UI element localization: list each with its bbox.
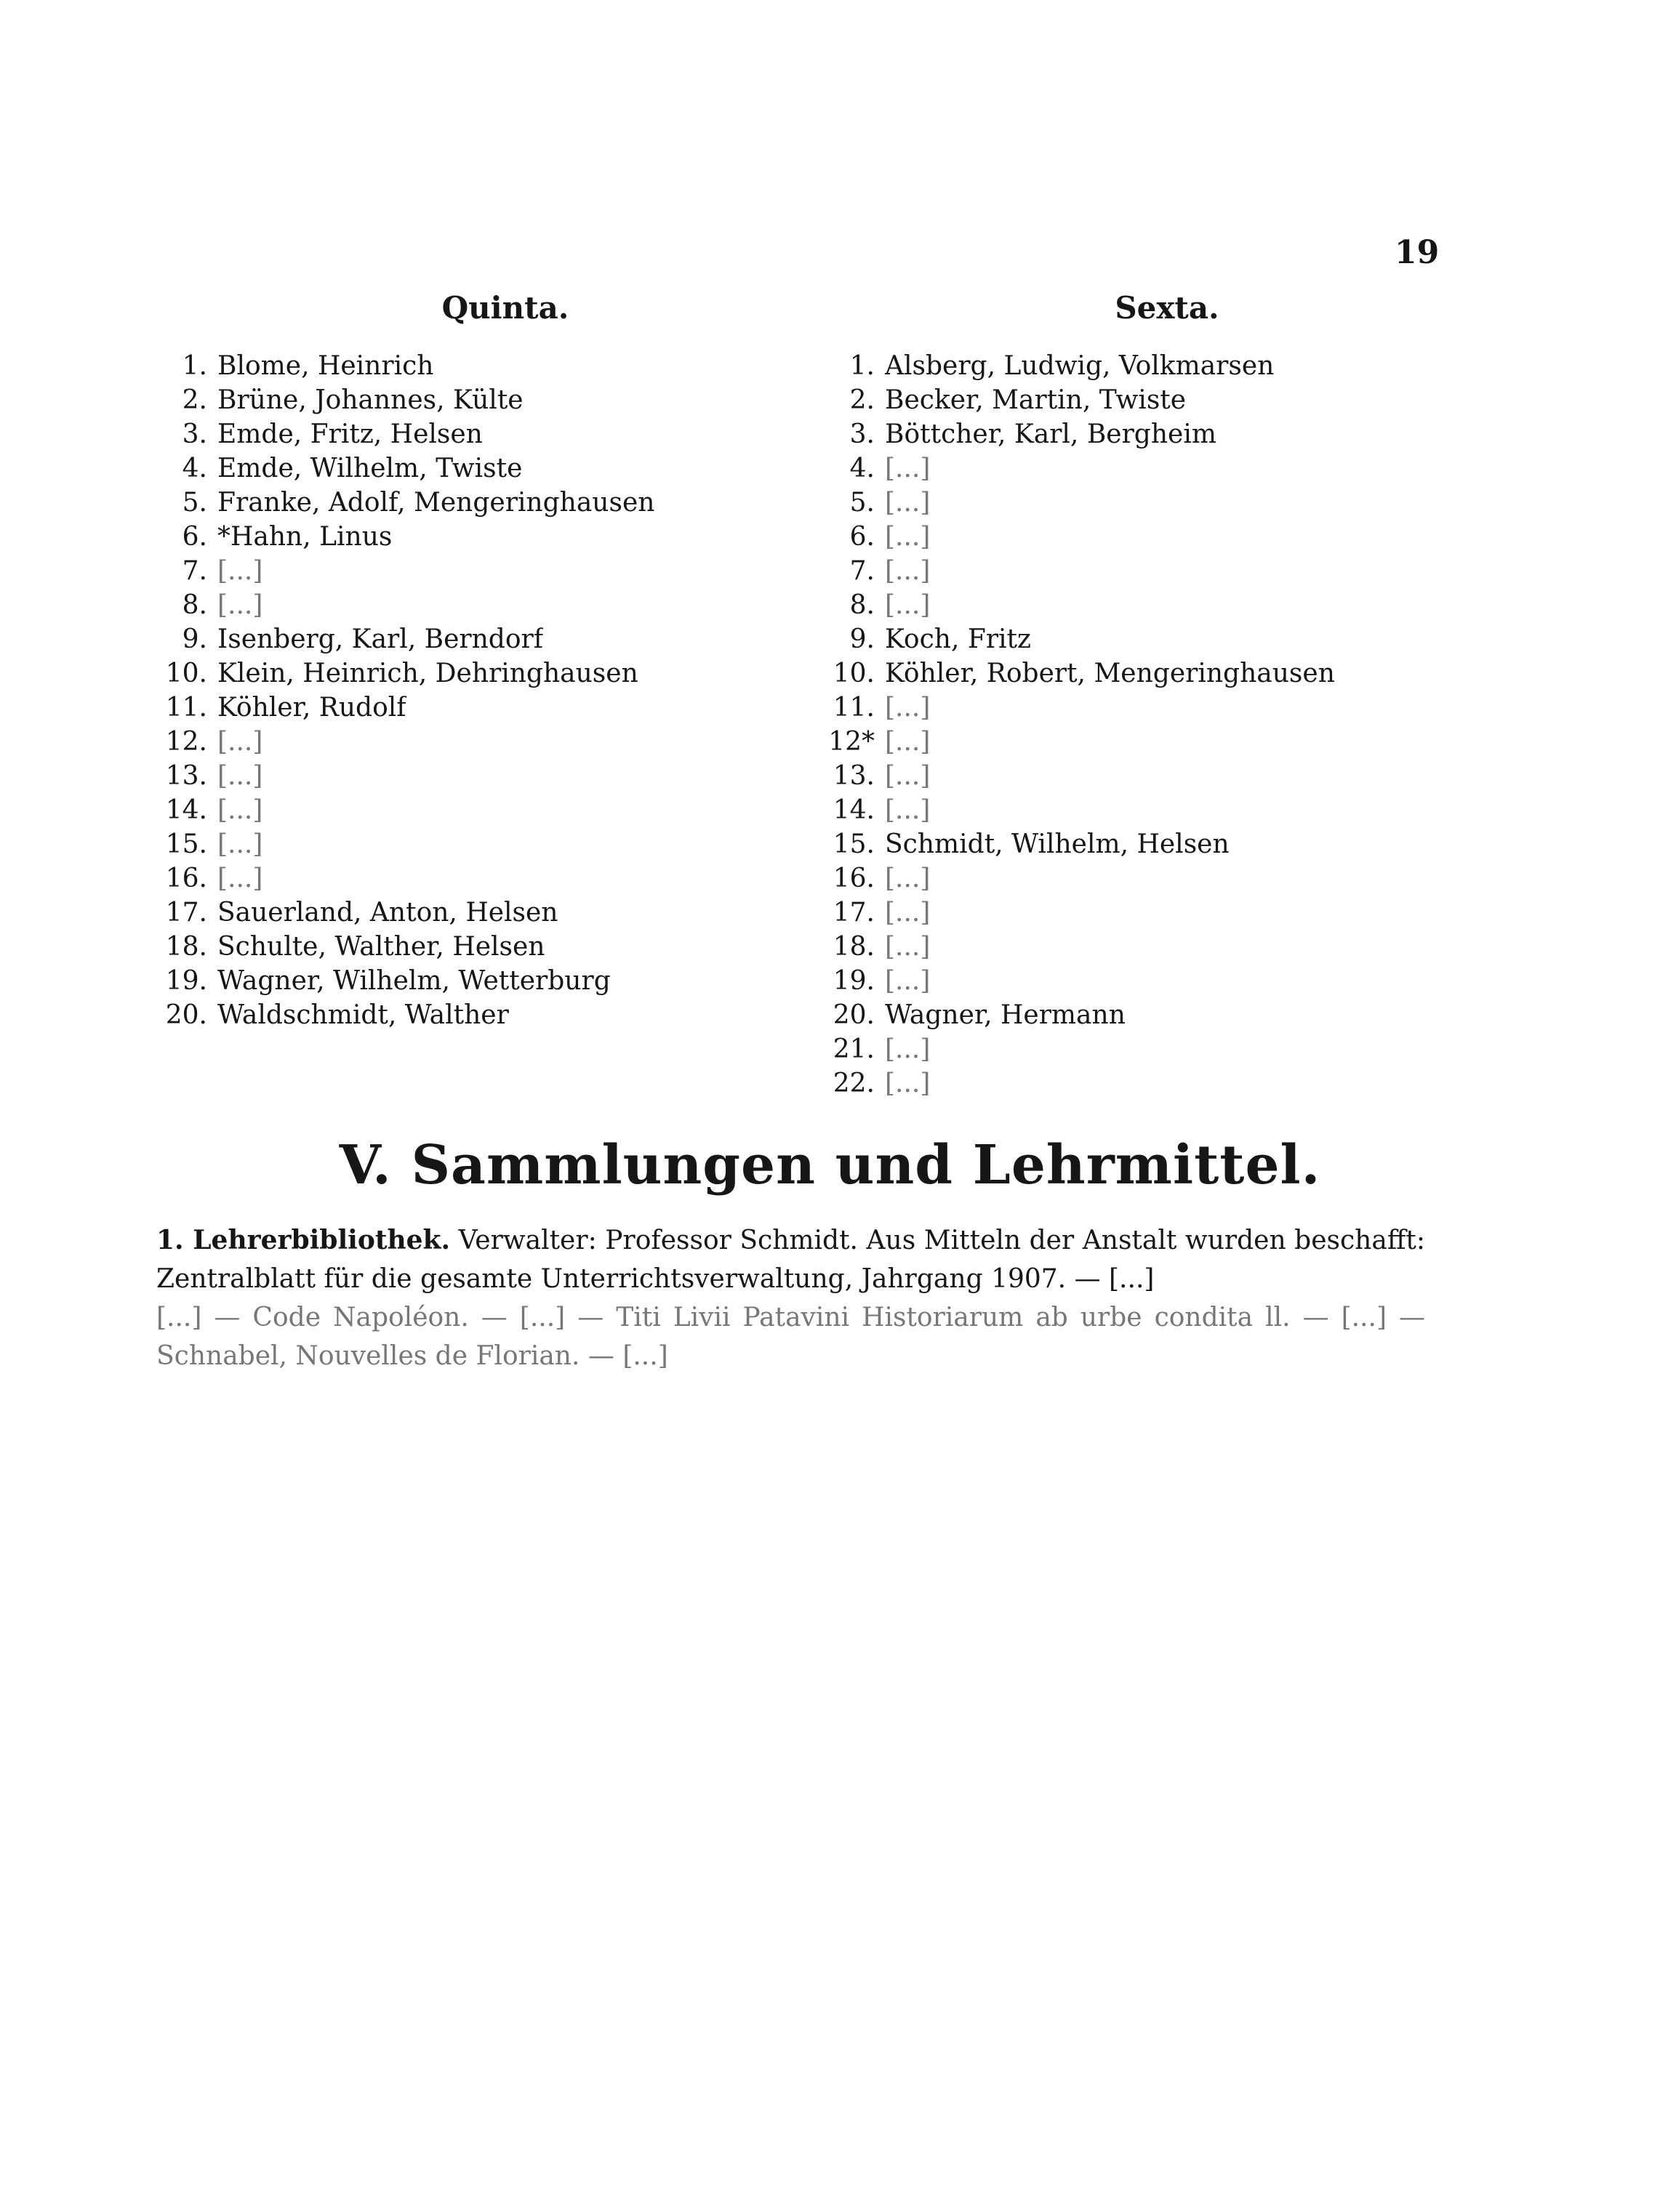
student-entry: Klein, Heinrich, Dehringhausen (217, 659, 638, 688)
student-entry: Alsberg, Ludwig, Volkmarsen (885, 351, 1275, 381)
entry-number: 6. (849, 522, 875, 552)
student-entry: [...] (885, 693, 931, 723)
entry-number: 4. (182, 454, 207, 483)
list-item (149, 861, 789, 896)
entry-number: 9. (182, 624, 207, 654)
list-item (825, 1066, 1451, 1101)
student-entry: [...] (217, 761, 263, 791)
list-item (149, 588, 789, 622)
list-item (825, 486, 1451, 520)
student-entry: Becker, Martin, Twiste (885, 385, 1187, 415)
student-entry: [...] (885, 761, 931, 791)
entry-number: 8. (182, 590, 207, 620)
student-entry: [...] (217, 556, 263, 586)
entry-number: 8. (849, 590, 875, 620)
entry-number: 15. (833, 829, 875, 859)
entry-number: 14. (833, 795, 875, 825)
list-item (825, 998, 1451, 1032)
sexta-column (825, 289, 1451, 1101)
entry-number: 9. (849, 624, 875, 654)
entry-number: 1. (182, 351, 207, 381)
student-entry: [...] (885, 1069, 931, 1098)
student-entry: [...] (885, 1034, 931, 1064)
student-entry: [...] (885, 454, 931, 483)
student-entry: [...] (885, 522, 931, 552)
list-item (825, 588, 1451, 622)
quinta-heading: Quinta. (441, 290, 569, 326)
list-item (825, 656, 1451, 691)
list-item (825, 896, 1451, 930)
sexta-heading: Sexta. (1115, 290, 1219, 326)
list-item (825, 793, 1451, 827)
student-entry: Emde, Wilhelm, Twiste (217, 454, 523, 483)
entry-number: 17. (165, 898, 207, 928)
student-entry: [...] (885, 556, 931, 586)
entry-number: 6. (182, 522, 207, 552)
sexta-list (825, 349, 1451, 1101)
list-item (149, 691, 789, 725)
entry-number: 10. (165, 659, 207, 688)
paragraph-text: [...] — Code Napoléon. — [...] — Titi Livii Patavini Historiarum ab urbe condita ll. — [...] — Schnabel, Nouvelles de Florian. — [...] (156, 1303, 1425, 1371)
quinta-column (149, 289, 789, 1032)
student-entry: [...] (885, 864, 931, 893)
student-entry: [...] (885, 590, 931, 620)
list-item (149, 554, 789, 588)
list-item (825, 1032, 1451, 1066)
student-entry: [...] (885, 488, 931, 518)
list-item (149, 998, 789, 1032)
list-item (825, 554, 1451, 588)
quinta-list (149, 349, 789, 1032)
student-entry: Wagner, Wilhelm, Wetterburg (217, 966, 611, 996)
student-entry: Waldschmidt, Walther (217, 1000, 509, 1030)
student-entry: [...] (217, 590, 263, 620)
list-item (149, 930, 789, 964)
section-title: V. Sammlungen und Lehrmittel. (339, 1134, 1321, 1197)
list-item (825, 691, 1451, 725)
entry-number: 7. (849, 556, 875, 586)
entry-number: 12* (828, 727, 875, 757)
list-item (149, 622, 789, 656)
student-entry: Brüne, Johannes, Külte (217, 385, 524, 415)
entry-number: 19. (165, 966, 207, 996)
student-entry: [...] (885, 795, 931, 825)
paragraph-text: Verwalter: Professor Schmidt. Aus Mitteln der Anstalt wurden beschafft: Zentralblatt für die gesamte Unterrichtsverwaltung, Jahrgang 1907. — [...] (156, 1226, 1425, 1294)
student-entry: [...] (217, 727, 263, 757)
entry-number: 2. (849, 385, 875, 415)
list-item (825, 349, 1451, 383)
list-item (825, 417, 1451, 451)
student-entry: Isenberg, Karl, Berndorf (217, 624, 544, 654)
list-item (149, 520, 789, 554)
subsection-heading: 1. Lehrerbibliothek. (156, 1225, 451, 1255)
entry-number: 2. (182, 385, 207, 415)
student-entry: [...] (885, 898, 931, 928)
list-item (825, 759, 1451, 793)
entry-number: 18. (165, 932, 207, 962)
entry-number: 4. (849, 454, 875, 483)
entry-number: 1. (849, 351, 875, 381)
list-item (825, 383, 1451, 417)
list-item (149, 417, 789, 451)
list-item (825, 930, 1451, 964)
list-item (149, 383, 789, 417)
entry-number: 20. (833, 1000, 875, 1030)
entry-number: 11. (165, 693, 207, 723)
entry-number: 5. (849, 488, 875, 518)
student-entry: [...] (217, 795, 263, 825)
entry-number: 22. (833, 1069, 875, 1098)
entry-number: 17. (833, 898, 875, 928)
list-item (825, 451, 1451, 486)
student-entry: [...] (217, 864, 263, 893)
student-entry: [...] (217, 829, 263, 859)
list-item (149, 451, 789, 486)
student-entry: Böttcher, Karl, Bergheim (885, 419, 1216, 449)
entry-number: 10. (833, 659, 875, 688)
student-entry: *Hahn, Linus (217, 522, 393, 552)
entry-number: 16. (833, 864, 875, 893)
student-entry: Wagner, Hermann (885, 1000, 1126, 1030)
list-item (149, 656, 789, 691)
student-entry: Schulte, Walther, Helsen (217, 932, 545, 962)
entry-number: 3. (182, 419, 207, 449)
student-entry: Schmidt, Wilhelm, Helsen (885, 829, 1230, 859)
list-item (149, 759, 789, 793)
list-item (825, 964, 1451, 998)
student-entry: Blome, Heinrich (217, 351, 434, 381)
list-item (825, 861, 1451, 896)
entry-number: 18. (833, 932, 875, 962)
student-entry: [...] (885, 727, 931, 757)
student-entry: Köhler, Robert, Mengeringhausen (885, 659, 1335, 688)
list-item (149, 349, 789, 383)
list-item (149, 896, 789, 930)
entry-number: 13. (165, 761, 207, 791)
student-entry: [...] (885, 966, 931, 996)
student-entry: Sauerland, Anton, Helsen (217, 898, 558, 928)
list-item (825, 725, 1451, 759)
student-entry: Koch, Fritz (885, 624, 1031, 654)
list-item (825, 520, 1451, 554)
entry-number: 14. (165, 795, 207, 825)
entry-number: 15. (165, 829, 207, 859)
entry-number: 12. (165, 727, 207, 757)
entry-number: 7. (182, 556, 207, 586)
entry-number: 5. (182, 488, 207, 518)
list-item (149, 827, 789, 861)
list-item (825, 622, 1451, 656)
entry-number: 13. (833, 761, 875, 791)
student-entry: Franke, Adolf, Mengeringhausen (217, 488, 655, 518)
list-item (825, 827, 1451, 861)
student-entry: Köhler, Rudolf (217, 693, 406, 723)
entry-number: 3. (849, 419, 875, 449)
entry-number: 19. (833, 966, 875, 996)
list-item (149, 725, 789, 759)
entry-number: 11. (833, 693, 875, 723)
library-acquisitions-text (156, 1221, 1425, 1375)
entry-number: 21. (833, 1034, 875, 1064)
list-item (149, 793, 789, 827)
page-number: 19 (1395, 234, 1440, 271)
entry-number: 20. (165, 1000, 207, 1030)
list-item (149, 964, 789, 998)
entry-number: 16. (165, 864, 207, 893)
student-entry: [...] (885, 932, 931, 962)
list-item (149, 486, 789, 520)
student-entry: Emde, Fritz, Helsen (217, 419, 483, 449)
